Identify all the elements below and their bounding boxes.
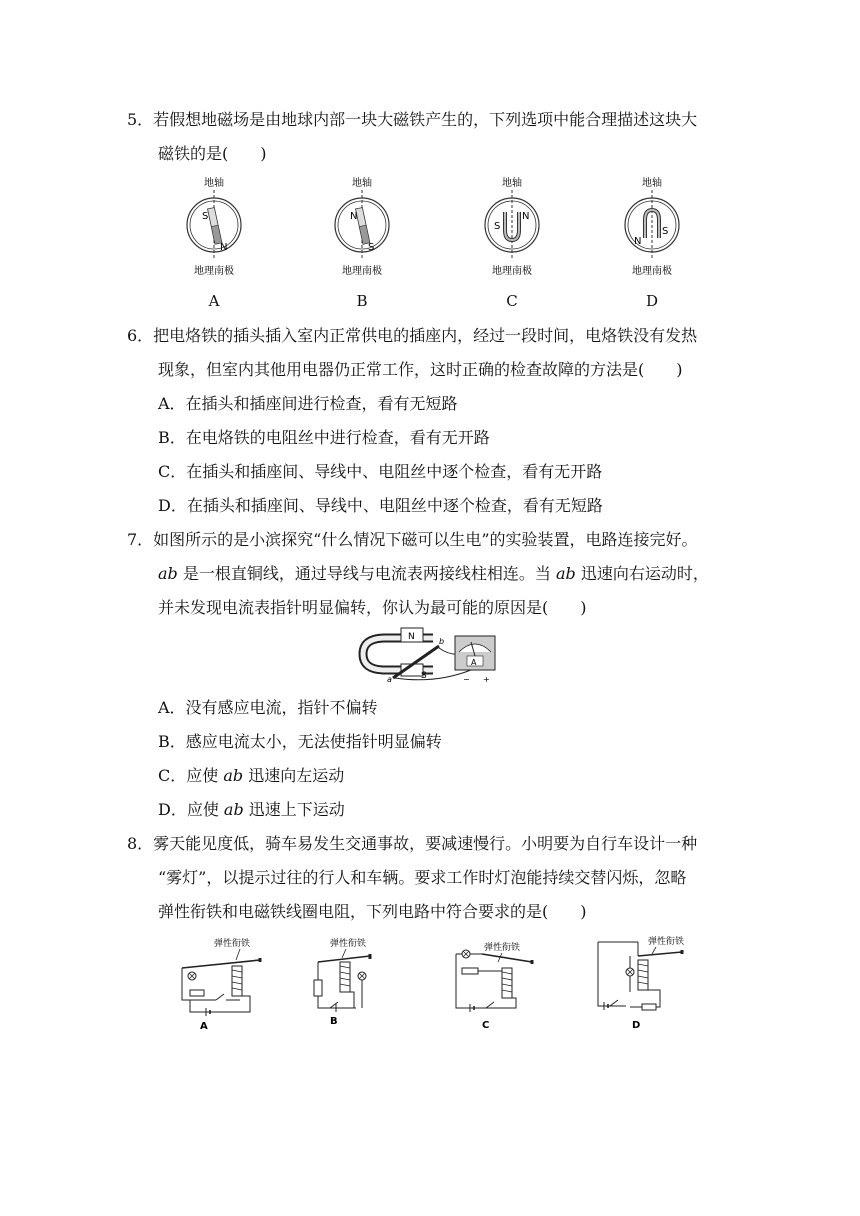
axis-label: 地轴 <box>204 178 224 189</box>
q5-fig-d <box>625 176 679 277</box>
svg-text:−: − <box>463 675 470 684</box>
svg-text:+: + <box>483 675 490 684</box>
svg-text:b: b <box>439 637 445 646</box>
q5-option-d: D <box>645 292 659 310</box>
q6-stem-line1: 6．把电烙铁的插头插入室内正常供电的插座内，经过一段时间，电烙铁没有发热 <box>127 326 698 345</box>
svg-text:N: N <box>350 211 358 222</box>
svg-text:弹性衔铁: 弹性衔铁 <box>330 939 367 949</box>
svg-text:弹性衔铁: 弹性衔铁 <box>648 937 685 947</box>
q7-option-b: B．感应电流太小，无法使指针明显偏转 <box>158 732 442 751</box>
q7-figure <box>355 626 505 684</box>
q8-circuit-a <box>182 937 260 1032</box>
q5-fig-b <box>335 176 389 277</box>
q8-circuit-d <box>598 935 684 1031</box>
q7-stem-line2: ab 是一根直铜线，通过导线与电流表两接线柱相连。当 ab 迅速向右运动时， <box>158 564 709 583</box>
svg-text:地轴: 地轴 <box>642 178 662 189</box>
q5-option-b: B <box>356 292 368 310</box>
q5-stem-line1: 5．若假想地磁场是由地球内部一块大磁铁产生的，下列选项中能合理描述这块大 <box>127 110 698 129</box>
svg-text:弹性衔铁: 弹性衔铁 <box>214 939 251 949</box>
q6-option-d: D．在插头和插座间、导线中、电阻丝中逐个检查，看有无短路 <box>158 496 603 515</box>
q6-option-a: A．在插头和插座间进行检查，看有无短路 <box>158 394 458 413</box>
svg-text:弹性衔铁: 弹性衔铁 <box>484 943 521 953</box>
q5-option-c: C <box>506 292 518 310</box>
svg-text:S: S <box>662 226 669 237</box>
q5-figures <box>170 172 690 292</box>
svg-text:A: A <box>200 1021 208 1032</box>
q6-stem-line2: 现象，但室内其他用电器仍正常工作，这时正确的检查故障的方法是( ) <box>158 360 683 379</box>
svg-text:C: C <box>482 1020 490 1031</box>
svg-text:A: A <box>471 658 477 667</box>
q5-option-a: A <box>208 292 220 310</box>
q8-stem-line2: “雾灯”，以提示过往的行人和车辆。要求工作时灯泡能持续交替闪烁，忽略 <box>158 868 687 887</box>
q6-option-b: B．在电烙铁的电阻丝中进行检查，看有无开路 <box>158 428 490 447</box>
q8-stem-line3: 弹性衔铁和电磁铁线圈电阻，下列电路中符合要求的是( ) <box>158 902 587 921</box>
svg-text:D: D <box>632 1020 641 1031</box>
q5-stem-line2: 磁铁的是( ) <box>158 144 267 163</box>
svg-text:S: S <box>421 671 427 681</box>
svg-text:地轴: 地轴 <box>352 178 372 189</box>
q7-option-a: A．没有感应电流，指针不偏转 <box>158 698 378 717</box>
q8-circuit-c <box>456 941 532 1031</box>
svg-text:N: N <box>634 236 642 247</box>
svg-text:N: N <box>220 242 228 253</box>
q7-option-d: D．应使 ab 迅速上下运动 <box>158 800 345 819</box>
svg-text:地理南极: 地理南极 <box>632 266 672 277</box>
svg-text:N: N <box>522 211 530 222</box>
svg-text:地理南极: 地理南极 <box>492 266 532 277</box>
svg-text:S: S <box>494 221 501 232</box>
q7-option-c: C．应使 ab 迅速向左运动 <box>158 766 345 785</box>
svg-text:B: B <box>330 1016 338 1027</box>
q8-circuit-b <box>314 937 370 1027</box>
svg-text:地理南极: 地理南极 <box>342 266 382 277</box>
svg-text:地轴: 地轴 <box>502 178 522 189</box>
pole-label: 地理南极 <box>194 266 234 277</box>
svg-text:a: a <box>387 675 392 684</box>
q7-stem-line1: 7．如图所示的是小滨探究“什么情况下磁可以生电”的实验装置，电路连接完好。 <box>127 530 698 549</box>
svg-text:N: N <box>408 632 415 642</box>
q8-figures <box>160 932 700 1032</box>
q6-option-c: C．在插头和插座间、导线中、电阻丝中逐个检查，看有无开路 <box>158 462 603 481</box>
q8-stem-line1: 8．雾天能见度低，骑车易发生交通事故，要减速慢行。小明要为自行车设计一种 <box>127 834 698 853</box>
svg-text:S: S <box>202 211 209 222</box>
q7-stem-line3: 并未发现电流表指针明显偏转，你认为最可能的原因是( ) <box>158 598 587 617</box>
q5-fig-a <box>187 176 241 277</box>
q5-fig-c <box>485 176 539 277</box>
svg-text:S: S <box>368 242 375 253</box>
